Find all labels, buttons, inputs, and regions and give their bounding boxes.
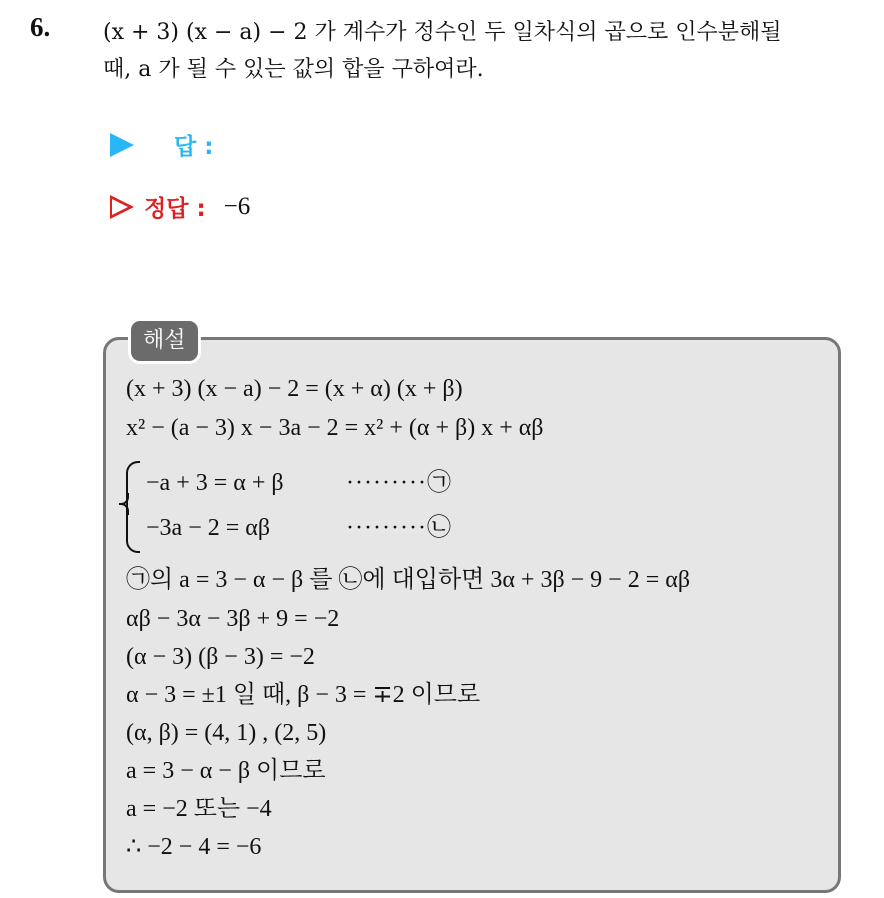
solution-line-3: ㉠의 a = 3 − α − β 를 ㉡에 대입하면 3α + 3β − 9 − 2 = αβ — [126, 567, 691, 593]
solution-line-4: αβ − 3α − 3β + 9 = −2 — [126, 606, 340, 632]
case-dots-2 — [346, 512, 452, 544]
answer-label: 답 : — [174, 134, 214, 160]
question-line-1: (x + 3) (x − a) − 2 가 계수가 정수인 두 일차식의 곱으로 인수분해될 — [103, 20, 782, 45]
case-dots-1 — [346, 467, 452, 499]
correct-answer-row — [110, 190, 250, 223]
case-dots-text-2: ········· — [346, 515, 427, 541]
correct-answer-label: 정답 : — [144, 196, 206, 222]
solution-tab-label: 해설 — [128, 318, 201, 364]
solution-line-2: x² − (a − 3) x − 3a − 2 = x² + (α + β) x + αβ — [126, 415, 544, 441]
solution-line-8: a = 3 − α − β 이므로 — [126, 758, 326, 784]
case-dots-text-1: ········· — [346, 470, 427, 496]
solution-line-9: a = −2 또는 −4 — [126, 796, 272, 822]
question-number: 6. — [30, 12, 51, 42]
correct-answer-value: −6 — [223, 192, 251, 220]
answer-row — [110, 128, 213, 161]
case-expr-2: −3a − 2 = αβ — [146, 515, 271, 541]
case-mark-2: ㉡ — [426, 515, 452, 541]
left-brace — [126, 461, 140, 553]
solution-line-7: (α, β) = (4, 1) , (2, 5) — [126, 720, 327, 746]
play-triangle-icon — [110, 133, 134, 157]
question-line-2: 때, a 가 될 수 있는 값의 합을 구하여라. — [103, 57, 484, 82]
solution-line-1: (x + 3) (x − a) − 2 = (x + α) (x + β) — [126, 376, 463, 402]
case-mark-1: ㉠ — [426, 470, 452, 496]
solution-line-10: ∴ −2 − 4 = −6 — [126, 834, 262, 860]
solution-line-6: α − 3 = ±1 일 때, β − 3 = ∓2 이므로 — [126, 682, 481, 708]
question-text — [103, 14, 868, 88]
solution-line-5: (α − 3) (β − 3) = −2 — [126, 644, 315, 670]
outline-triangle-icon — [110, 195, 134, 219]
case-expr-1: −a + 3 = α + β — [146, 470, 284, 496]
